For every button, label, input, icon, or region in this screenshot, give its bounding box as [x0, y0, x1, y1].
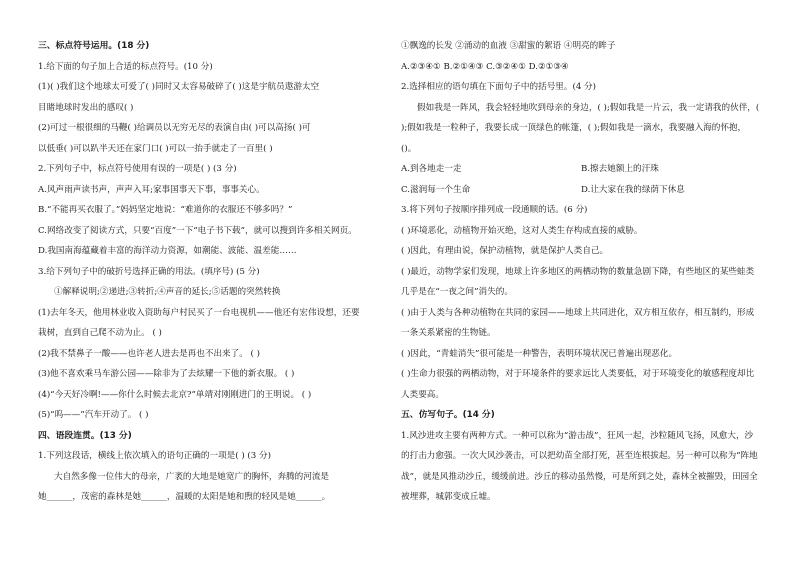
question-5-option-b: B.擦去她额上的汗珠 — [581, 164, 659, 174]
question-3-item-4: (4)“今天好冷啊!——你什么时候去北京?”单靖对刚刚进门的王明说。 ( ) — [38, 389, 312, 400]
question-4-title: 1.下列这段话，横线上依次填入的语句正确的一项是( ) (3 分) — [38, 451, 271, 461]
question-5-option-d: D.让大家在我的绿荫下休息 — [581, 184, 685, 195]
question-2-option-c: C.网络改变了阅读方式，只要“百度”一下“电子书下载”，就可以搜到许多相关网页。 — [38, 225, 357, 236]
section-4-heading: 四、语段连贯。(13 分) — [38, 430, 132, 441]
question-6-sentence-5: ( )因此，“青蛙消失”很可能是一种警告，表明环境状况已普遍出现恶化。 — [401, 348, 678, 359]
question-4-answer-options: A.②③④① B.②①④③ C.③②④① D.②①③④ — [401, 61, 569, 72]
question-4-passage-line-2: 她______，茂密的森林是她______，温暖的太阳是她和煦的轻风是她______。 — [38, 492, 331, 502]
question-5-options-row-1 — [401, 159, 761, 180]
question-3-item-2: (2)我不禁鼻子一酸——也许老人进去是再也不出来了。 ( ) — [38, 348, 260, 359]
right-column — [401, 36, 761, 508]
question-6-sentence-3: ( )最近，动物学家们发现，地球上许多地区的两栖动物的数量急剧下降，有些地区的某些蛙类几乎是在“一夜之间”消失的。 — [401, 266, 755, 297]
question-3-item-5: (5)“呜——”汽车开动了。 ( ) — [38, 410, 149, 420]
question-1-line-4: 以低垂( )可以趴半天还在家门口( )可以一抬手就走了一百里( ) — [38, 143, 273, 154]
question-2-option-b: B.“不能再买衣服了。”妈妈坚定地说：“难道你的衣服还不够多吗？” — [38, 205, 293, 215]
question-2-title: 2.下列句子中，标点符号使用有误的一项是( ) (3 分) — [38, 164, 237, 174]
question-4-phrase-options: ①飘逸的长发 ②涌动的血液 ③甜蜜的絮语 ④明亮的眸子 — [401, 41, 616, 51]
question-6-sentence-1: ( )环境恶化，动植物开始灭绝，这对人类生存构成直接的威胁。 — [401, 225, 643, 236]
question-2-option-d: D.我国南海蕴藏着丰富的海洋动力资源，如潮能、波能、温差能…… — [38, 246, 297, 256]
question-5-title: 2.选择相应的语句填在下面句子中的括号里。(4 分) — [401, 82, 596, 92]
question-1-line-2: 目睹地球时发出的感叹( ) — [38, 102, 134, 113]
question-6-sentence-6: ( )生命力很强的两栖动物，对于环境条件的要求远比人类要低，对于环境变化的敏感程度却比人类要高。 — [401, 369, 755, 400]
question-4-passage-line-1: 大自然多像一位伟大的母亲，广袤的大地是她宽广的胸怀，奔腾的河流是 — [54, 471, 330, 482]
question-3-item-1b: 栽树，直到自己爬不动为止。 ( ) — [38, 328, 162, 338]
question-7-passage: 1.风沙进攻主要有两种方式。一种可以称为“游击战”，狂风一起，沙粒随风飞扬，风愈大，沙的打击力愈强。一次大风沙袭击，可以把幼苗全部打死，甚至连根拔起。另一种可以称为“阵地战”，就是风推动沙丘，缓缓前进。沙丘的移动虽然慢，可是所到之处，森林全被摧毁，田园全被埋葬，城郭变成丘墟。 — [401, 430, 758, 502]
question-6-title: 3.将下列句子按顺序排列成一段通顺的话。(6 分) — [401, 205, 588, 215]
question-3-title: 3.给下列句子中的破折号选择正确的用法。(填序号) (5 分) — [38, 266, 260, 277]
section-3-heading: 三、标点符号运用。(18 分) — [38, 41, 150, 51]
question-3-options: ①解释说明;②递进;③转折;④声音的延长;⑤话题的突然转换 — [54, 287, 281, 297]
question-5-option-a: A.到各地走一走 — [401, 164, 462, 174]
question-6-sentence-2: ( )因此，有理由说，保护动植物，就是保护人类自己。 — [401, 246, 609, 256]
question-3-item-3: (3)他不喜欢乘马车游公园——除非为了去炫耀一下他的新衣服。 ( ) — [38, 369, 295, 379]
question-6-sentence-4: ( )由于人类与各种动植物在共同的家园——地球上共同进化，双方相互依存，相互制约，形成一条关系紧密的生物链。 — [401, 307, 755, 338]
question-1-line-1: (1)( )我们这个地球太可爱了( )同时又太容易破碎了( )这是宇航员遨游太空 — [38, 82, 320, 92]
question-5-option-c: C.滋润每一个生命 — [401, 184, 471, 195]
question-3-item-1a: (1)去年冬天，他用林业收入资助每户村民买了一台电视机——他还有宏伟设想，还要 — [38, 307, 360, 318]
question-5-options-row-2 — [401, 180, 761, 201]
question-1-line-3: (2)可过一根很细的马鞭( )给调员以无穷无尽的表演自由( )可以高扬( )可 — [38, 123, 311, 133]
section-5-heading: 五、仿写句子。(14 分) — [401, 410, 495, 420]
question-2-option-a: A.风声雨声读书声，声声入耳;家事国事天下事，事事关心。 — [38, 184, 265, 195]
question-5-passage: 假如我是一阵风，我会轻轻地吹到母亲的身边，( );假如我是一片云，我一定请我的伙伴，( );假如我是一粒种子，我要长成一顶绿色的帐篷，( );假如我是一滴水，我要融入海的怀抱，()。 — [401, 102, 760, 154]
left-column — [38, 36, 398, 508]
question-1-title: 1.给下面的句子加上合适的标点符号。(10 分) — [38, 61, 213, 72]
